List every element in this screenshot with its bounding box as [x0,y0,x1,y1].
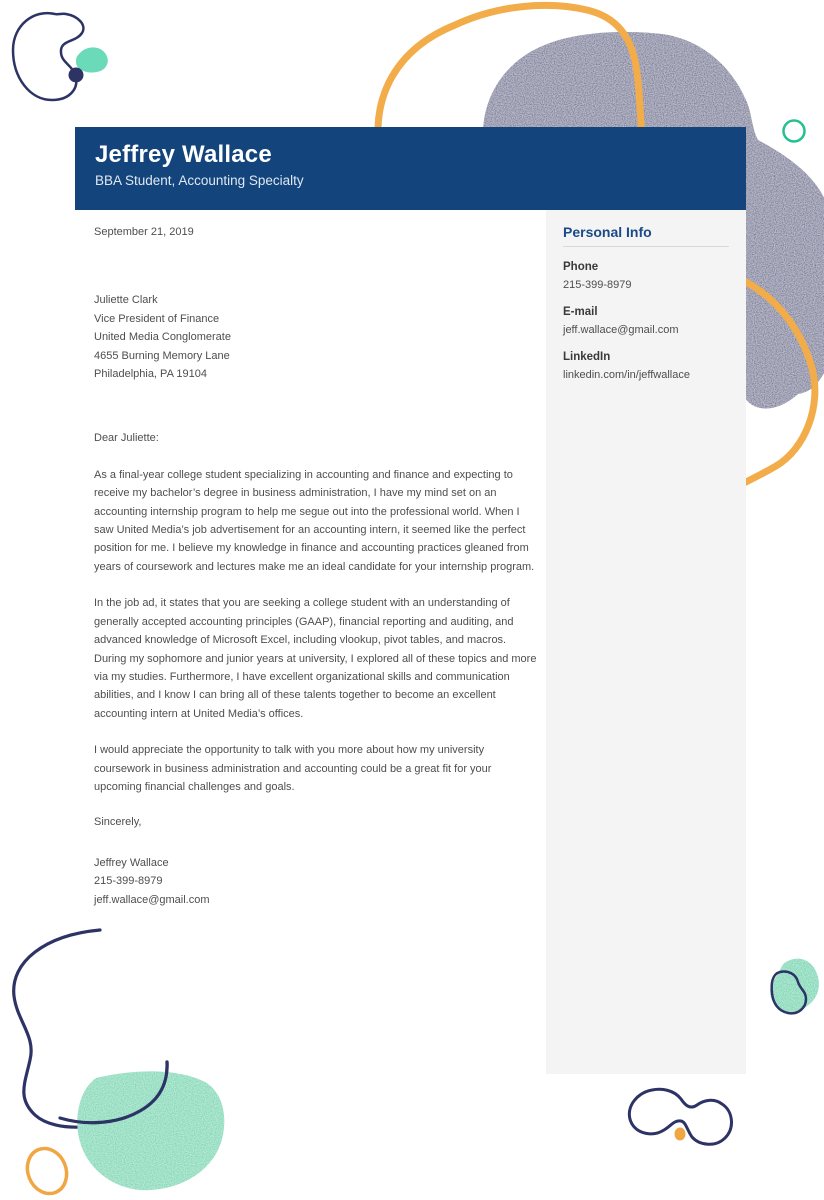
candidate-title: BBA Student, Accounting Specialty [95,173,304,188]
signature-email: jeff.wallace@gmail.com [94,893,210,906]
info-item-linkedin [563,350,729,382]
blob-teal-bottom-left-shape [77,1071,224,1190]
recipient-name: Juliette Clark [94,294,158,307]
recipient-role: Vice President of Finance [94,312,220,325]
signature-name: Jeffrey Wallace [94,856,169,869]
letter-body [94,210,540,909]
signature-phone: 215-399-8979 [94,875,163,888]
header-bar [75,127,746,210]
blob-teal-bottom-right-shape [770,959,819,1012]
email-label: E-mail [563,306,598,318]
signature-block [94,854,540,909]
orange-dot-bottom-right [675,1128,686,1141]
kidney-outline-shape [13,13,83,100]
closing: Sincerely, [94,816,142,829]
sidebar-title: Personal Info [563,224,652,240]
linkedin-value: linkedin.com/in/jeffwallace [563,369,690,381]
recipient-address [94,291,540,383]
candidate-name: Jeffrey Wallace [95,141,272,168]
salutation: Dear Juliette: [94,432,159,445]
personal-info-sidebar [546,210,746,1074]
letter-date: September 21, 2019 [94,226,194,238]
paragraph-3: I would appreciate the opportunity to talk with you more about how my university coursework in business administration and accounting could be a great fit for your upcoming financial challenges and goals. [94,744,492,793]
paragraph-1: As a final-year college student specializing in accounting and finance and expecting to receive my bachelor’s degree in business administration, I have my mind set on an accounting internship program to help me segue out into the professional world. When I saw United Media’s job advertisement for an accounting intern, it seemed like the perfect position for me. I believe my knowledge in finance and accounting practices gleaned from years of coursework and lectures make me an ideal candidate for your internship program. [94,468,535,573]
phone-label: Phone [563,261,599,273]
recipient-street: 4655 Burning Memory Lane [94,349,230,362]
email-value: jeff.wallace@gmail.com [563,324,679,336]
navy-dot-top-left [69,68,84,83]
teal-ring-icon [784,121,805,142]
phone-value: 215-399-8979 [563,279,632,291]
blob-teal-top-left-shape [76,47,108,72]
linkedin-label: LinkedIn [563,351,611,363]
sidebar-divider [563,246,729,247]
info-item-phone [563,260,729,292]
recipient-company: United Media Conglomerate [94,331,231,344]
info-item-email [563,305,729,337]
yellow-oval-shape [21,1143,73,1200]
recipient-city: Philadelphia, PA 19104 [94,368,207,381]
paragraph-2: In the job ad, it states that you are seeking a college student with an understanding of generally accepted accounting principles (GAAP), financial reporting and auditing, and advanced knowledge of Microsoft Excel, including vlookup, pivot tables, and macros. During my sophomore and junior years at university, I explored all of these topics and more via my studies. Furthermore, I have excellent organizational skills and communication abilities, and I know I can bring all of these talents together to become an excellent accounting intern at United Media’s offices. [94,597,537,720]
